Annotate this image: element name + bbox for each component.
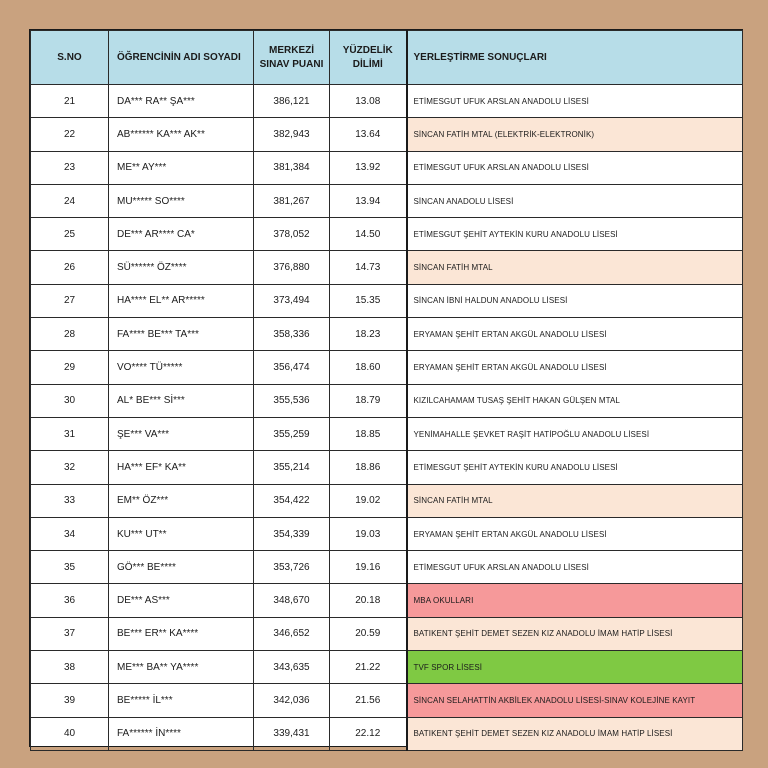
row-number: 31 — [31, 417, 109, 450]
placement-result: BATIKENT ŞEHİT DEMET SEZEN KIZ ANADOLU İMAM HATİP LİSESİ — [407, 617, 743, 650]
percentile: 18.85 — [330, 417, 407, 450]
placement-result: KIZILCAHAMAM TUSAŞ ŞEHİT HAKAN GÜLŞEN MTAL — [407, 384, 743, 417]
row-number: 38 — [31, 651, 109, 684]
student-name: AB****** KA*** AK** — [109, 118, 254, 151]
header-student-name: ÖĞRENCİNİN ADI SOYADI — [109, 31, 254, 85]
placement-result: SİNCAN ANADOLU LİSESİ — [407, 184, 743, 217]
row-number: 23 — [31, 151, 109, 184]
table-row — [31, 218, 743, 251]
header-score-line2: SINAV PUANI — [259, 58, 324, 70]
percentile: 20.18 — [330, 584, 407, 617]
table-row — [31, 251, 743, 284]
placement-result: ETİMESGUT UFUK ARSLAN ANADOLU LİSESİ — [407, 85, 743, 118]
exam-score: 378,052 — [254, 218, 330, 251]
percentile: 13.08 — [330, 85, 407, 118]
placement-result: MBA OKULLARI — [407, 584, 743, 617]
header-percentile — [330, 31, 407, 85]
row-number: 24 — [31, 184, 109, 217]
exam-score: 343,635 — [254, 651, 330, 684]
exam-score: 358,336 — [254, 318, 330, 351]
exam-score: 353,726 — [254, 551, 330, 584]
exam-score: 381,267 — [254, 184, 330, 217]
percentile: 20.59 — [330, 617, 407, 650]
table-row — [31, 417, 743, 450]
table-row — [31, 717, 743, 750]
student-name: ŞE*** VA*** — [109, 417, 254, 450]
header-placement-result: YERLEŞTİRME SONUÇLARI — [407, 31, 743, 85]
student-name: DA*** RA** ŞA*** — [109, 85, 254, 118]
percentile: 19.02 — [330, 484, 407, 517]
placement-results-table — [30, 30, 743, 751]
table-row — [31, 551, 743, 584]
exam-score: 373,494 — [254, 284, 330, 317]
percentile: 18.60 — [330, 351, 407, 384]
exam-score: 376,880 — [254, 251, 330, 284]
percentile: 15.35 — [330, 284, 407, 317]
table-row — [31, 284, 743, 317]
row-number: 30 — [31, 384, 109, 417]
table-body — [31, 85, 743, 751]
percentile: 18.79 — [330, 384, 407, 417]
percentile: 19.16 — [330, 551, 407, 584]
percentile: 13.94 — [330, 184, 407, 217]
header-central-exam-score — [254, 31, 330, 85]
table-row — [31, 318, 743, 351]
placement-result: ETİMESGUT ŞEHİT AYTEKİN KURU ANADOLU LİSESİ — [407, 218, 743, 251]
row-number: 34 — [31, 517, 109, 550]
student-name: BE***** İL*** — [109, 684, 254, 717]
row-number: 35 — [31, 551, 109, 584]
header-score-line1: MERKEZİ — [269, 44, 314, 56]
student-name: KU*** UT** — [109, 517, 254, 550]
row-number: 32 — [31, 451, 109, 484]
placement-result: YENİMAHALLE ŞEVKET RAŞİT HATİPOĞLU ANADOLU LİSESİ — [407, 417, 743, 450]
row-number: 33 — [31, 484, 109, 517]
student-name: AL* BE*** Sİ*** — [109, 384, 254, 417]
row-number: 28 — [31, 318, 109, 351]
student-name: FA****** İN**** — [109, 717, 254, 750]
table-row — [31, 651, 743, 684]
exam-score: 339,431 — [254, 717, 330, 750]
student-name: ME*** BA** YA**** — [109, 651, 254, 684]
student-name: SÜ****** ÖZ**** — [109, 251, 254, 284]
exam-score: 381,384 — [254, 151, 330, 184]
student-name: BE*** ER** KA**** — [109, 617, 254, 650]
header-pct-line1: YÜZDELİK — [342, 44, 393, 56]
placement-result: ETİMESGUT ŞEHİT AYTEKİN KURU ANADOLU LİSESİ — [407, 451, 743, 484]
percentile: 18.86 — [330, 451, 407, 484]
exam-score: 386,121 — [254, 85, 330, 118]
table-row — [31, 517, 743, 550]
table-row — [31, 684, 743, 717]
row-number: 29 — [31, 351, 109, 384]
placement-result: ETİMESGUT UFUK ARSLAN ANADOLU LİSESİ — [407, 151, 743, 184]
row-number: 37 — [31, 617, 109, 650]
exam-score: 355,259 — [254, 417, 330, 450]
student-name: EM** ÖZ*** — [109, 484, 254, 517]
table-row — [31, 351, 743, 384]
exam-score: 354,339 — [254, 517, 330, 550]
placement-result: ERYAMAN ŞEHİT ERTAN AKGÜL ANADOLU LİSESİ — [407, 318, 743, 351]
results-sheet — [29, 29, 743, 747]
percentile: 22.12 — [330, 717, 407, 750]
exam-score: 355,214 — [254, 451, 330, 484]
row-number: 25 — [31, 218, 109, 251]
row-number: 27 — [31, 284, 109, 317]
placement-result: SİNCAN FATİH MTAL (ELEKTRİK-ELEKTRONİK) — [407, 118, 743, 151]
placement-result: SİNCAN FATİH MTAL — [407, 484, 743, 517]
percentile: 14.50 — [330, 218, 407, 251]
table-row — [31, 118, 743, 151]
row-number: 39 — [31, 684, 109, 717]
row-number: 22 — [31, 118, 109, 151]
placement-result: SİNCAN SELAHATTİN AKBİLEK ANADOLU LİSESİ-SINAV KOLEJİNE KAYIT — [407, 684, 743, 717]
student-name: FA**** BE*** TA*** — [109, 318, 254, 351]
placement-result: BATIKENT ŞEHİT DEMET SEZEN KIZ ANADOLU İMAM HATİP LİSESİ — [407, 717, 743, 750]
placement-result: ETİMESGUT UFUK ARSLAN ANADOLU LİSESİ — [407, 551, 743, 584]
placement-result: ERYAMAN ŞEHİT ERTAN AKGÜL ANADOLU LİSESİ — [407, 517, 743, 550]
table-header-row — [31, 31, 743, 85]
table-row — [31, 451, 743, 484]
placement-result: SİNCAN FATİH MTAL — [407, 251, 743, 284]
table-row — [31, 617, 743, 650]
exam-score: 355,536 — [254, 384, 330, 417]
placement-result: ERYAMAN ŞEHİT ERTAN AKGÜL ANADOLU LİSESİ — [407, 351, 743, 384]
table-row — [31, 484, 743, 517]
percentile: 13.64 — [330, 118, 407, 151]
table-row — [31, 184, 743, 217]
exam-score: 346,652 — [254, 617, 330, 650]
row-number: 36 — [31, 584, 109, 617]
percentile: 14.73 — [330, 251, 407, 284]
table-row — [31, 384, 743, 417]
table-row — [31, 584, 743, 617]
percentile: 18.23 — [330, 318, 407, 351]
percentile: 21.22 — [330, 651, 407, 684]
percentile: 19.03 — [330, 517, 407, 550]
exam-score: 342,036 — [254, 684, 330, 717]
exam-score: 354,422 — [254, 484, 330, 517]
exam-score: 382,943 — [254, 118, 330, 151]
row-number: 40 — [31, 717, 109, 750]
header-no: S.NO — [31, 31, 109, 85]
placement-result: TVF SPOR LİSESİ — [407, 651, 743, 684]
student-name: HA*** EF* KA** — [109, 451, 254, 484]
percentile: 13.92 — [330, 151, 407, 184]
row-number: 21 — [31, 85, 109, 118]
exam-score: 356,474 — [254, 351, 330, 384]
table-row — [31, 151, 743, 184]
student-name: VO**** TÜ***** — [109, 351, 254, 384]
student-name: GÖ*** BE**** — [109, 551, 254, 584]
student-name: DE*** AR**** CA* — [109, 218, 254, 251]
percentile: 21.56 — [330, 684, 407, 717]
student-name: ME** AY*** — [109, 151, 254, 184]
header-pct-line2: DİLİMİ — [352, 58, 383, 70]
exam-score: 348,670 — [254, 584, 330, 617]
row-number: 26 — [31, 251, 109, 284]
table-row — [31, 85, 743, 118]
student-name: MU***** SO**** — [109, 184, 254, 217]
student-name: DE*** AS*** — [109, 584, 254, 617]
student-name: HA**** EL** AR***** — [109, 284, 254, 317]
placement-result: SİNCAN İBNİ HALDUN ANADOLU LİSESİ — [407, 284, 743, 317]
